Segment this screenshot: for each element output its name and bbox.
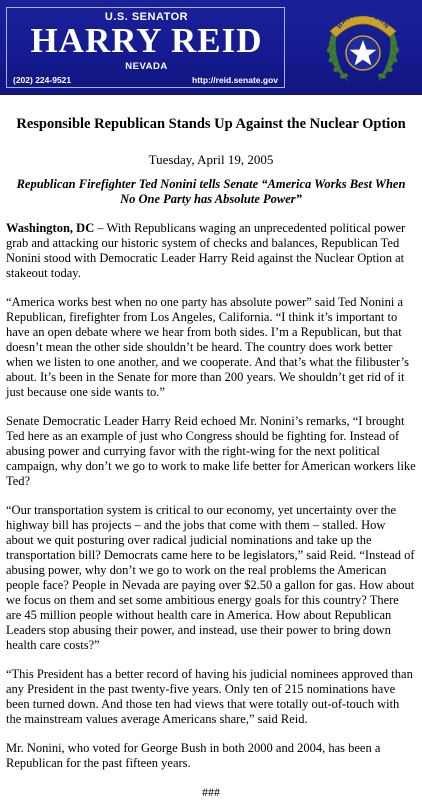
paragraph-3: Senate Democratic Leader Harry Reid echoed Mr. Nonini’s remarks, “I brought Ted here as an example of just who Congress should be fighting for. Instead of abusing power and currying favor with the right-wing for the next political campaign, why don’t we go to work to make life better for American workers like Ted?: [6, 414, 416, 488]
phone-number: (202) 224-9521: [13, 75, 72, 85]
banner-frame: [6, 7, 285, 88]
state-name: NEVADA: [125, 61, 168, 72]
dateline: Washington, DC: [6, 221, 95, 235]
paragraph-6: Mr. Nonini, who voted for George Bush in both 2000 and 2004, has been a Republican for the past fifteen years.: [6, 741, 381, 770]
subheadline: Republican Firefighter Ted Nonini tells Senate “America Works Best When No One Party has Absolute Power”: [16, 177, 406, 206]
senator-title: U.S. SENATOR: [104, 11, 189, 23]
paragraph-1-text: – With Republicans waging an unprecedented political power grab and attacking our historic system of checks and balances, Republican Ted Nonini stood with Democratic Leader Harry Reid against the Nuclear Option at stakeout today.: [6, 221, 406, 280]
paragraph-1: [6, 221, 416, 281]
headline: Responsible Republican Stands Up Against the Nuclear Option: [16, 116, 406, 132]
senator-name: HARRY REID: [30, 21, 263, 60]
release-date: Tuesday, April 19, 2005: [148, 152, 274, 167]
paragraph-5: “This President has a better record of having his judicial nominees approved than any President in the past twenty-five years. Only ten of 215 nominations have been turned down. And those ten had views that were totally out-of-touch with the mainstream values average Americans share,” said Reid.: [6, 667, 413, 726]
paragraph-4: “Our transportation system is critical to our economy, yet uncertainty over the highway bill has projects – and the jobs that come with them – stalled. How about we quit posturing over radical judicial nominations and take up the transportation bill? Democrats came here to be legislators,” said Reid. “Instead of abusing power, why don’t we go to work on the real problems the American people face? People in Nevada are paying over $2.50 a gallon for gas. How about we focus on them and set some ambitious energy goals for this country? There are 45 million people without health care in America. How about Republican Leaders stop abusing their power, and instead, use their power to bring down health care costs?”: [6, 503, 415, 652]
seal-motto: BATTLE BORN: [335, 10, 391, 31]
press-release: [6, 116, 416, 800]
paragraph-2: “America works best when no one party has absolute power” said Ted Nonini a Republican, firefighter from Los Angeles, California. “I think it’s important to have an open debate where we hear from both sides. I’m a Republican, but that doesn’t mean the other side shouldn’t be heard. The country does work better when we listen to one another, and we cooperate. And that’s what the filibuster’s about. It’s been in the Senate for more than 200 years. We shouldn’t get rid of it just because one side wants to.”: [6, 295, 409, 399]
nevada-seal-icon: [318, 3, 408, 91]
end-mark: ###: [202, 785, 220, 799]
header-banner: [0, 0, 422, 95]
website-url[interactable]: http://reid.senate.gov: [192, 75, 278, 85]
